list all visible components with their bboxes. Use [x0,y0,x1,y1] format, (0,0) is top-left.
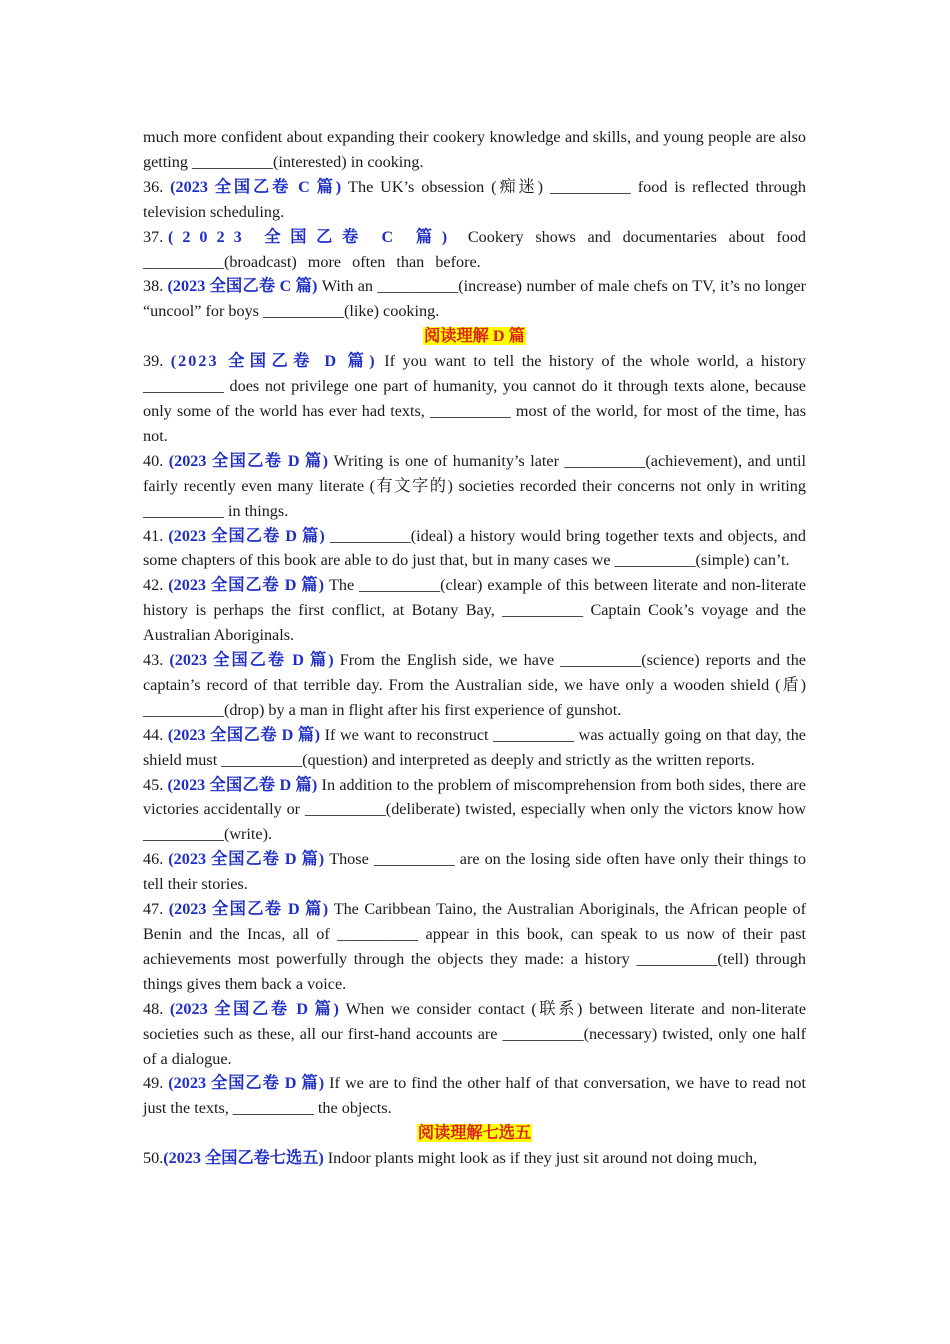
question-source: (2023 全国乙卷 C 篇) [167,277,318,296]
question-source: (2023 全国乙卷 D 篇) [167,725,321,744]
question-source: (2023 全国乙卷 D 篇) [169,651,334,670]
question-text: Cookery shows and documentaries about food __________(broadcast) more often than before. [143,227,807,271]
question-number: 47. [143,900,169,919]
question-source: (2023 全国乙卷 D 篇) [168,1074,325,1093]
question-text: The UK’s obsession (痴迷) __________ food is reflected through television scheduling. [143,177,806,221]
question-49 [143,1071,806,1121]
question-source: (2023 全国乙卷七选五) [163,1149,324,1168]
question-source: (2023 全国乙卷 C 篇) [170,177,342,196]
question-text: Indoor plants might look as if they just sit around not doing much, [323,1149,758,1168]
question-number: 43. [143,651,170,670]
section-c-items [143,175,806,324]
question-number: 44. [143,725,168,744]
question-number: 40. [143,451,169,470]
question-text: From the English side, we have __________(science) reports and the captain’s record of that terrible day. From the Australian side, we have only a wooden shield (盾) __________(drop) by a man in flight after his first experience of gunshot. [143,651,806,719]
section-d-items [143,349,806,1121]
question-38 [143,274,806,324]
question-47 [143,897,806,997]
question-number: 50. [143,1149,164,1168]
question-36 [143,175,806,225]
section-heading-seven [143,1121,806,1146]
question-39 [143,349,806,449]
question-text: Writing is one of humanity’s later __________(achievement), and until fairly recently even many literate (有文字的) societies recorded their concerns not only in writing __________ in things. [143,451,806,520]
question-source: (2023 全国乙卷 C 篇) [167,227,457,246]
question-41 [143,524,806,574]
question-50 [143,1146,806,1171]
intro-paragraph: much more confident about expanding their cookery knowledge and skills, and young people are also getting __________(interested) in cooking. [143,128,806,171]
heading-label: 阅读理解 D 篇 [424,327,525,346]
question-number: 48. [143,999,170,1018]
question-number: 41. [143,526,169,545]
question-source: (2023 全国乙卷 D 篇) [170,352,377,371]
question-43 [143,648,806,723]
question-text: In addition to the problem of miscomprehension from both sides, there are victories accidentally or __________(deliberate) twisted, especially when only the victors know how __________(write). [143,775,806,844]
question-number: 38. [143,277,168,296]
heading-label: 阅读理解七选五 [417,1124,532,1143]
question-number: 49. [143,1074,169,1093]
question-source: (2023 全国乙卷 D 篇) [168,850,325,869]
question-48 [143,997,806,1072]
question-42 [143,573,806,648]
question-number: 37. [143,227,168,246]
question-text: With an __________(increase) number of male chefs on TV, it’s no longer “uncool” for boys __________(like) cooking. [143,277,806,321]
question-46 [143,847,806,897]
question-44 [143,723,806,773]
question-number: 45. [143,775,168,794]
question-text: The Caribbean Taino, the Australian Aboriginals, the African people of Benin and the Incas, all of __________ appear in this book, can speak to us now of their past achievements most powerfully through the objects they made: a history __________(tell) through things gives them back a voice. [143,900,806,993]
question-text: If you want to tell the history of the whole world, a history __________ does not privilege one part of humanity, you cannot do it through texts alone, because only some of the world has ever had texts, __________ most of the world, for most of the time, has not. [143,352,806,445]
question-source: (2023 全国乙卷 D 篇) [168,526,325,545]
question-number: 42. [143,576,169,595]
document-page [143,125,806,1171]
question-source: (2023 全国乙卷 D 篇) [167,775,318,794]
question-number: 46. [143,850,169,869]
question-source: (2023 全国乙卷 D 篇) [168,900,329,919]
question-text: Those __________ are on the losing side often have only their things to tell their stories. [143,850,806,894]
question-source: (2023 全国乙卷 D 篇) [168,576,324,595]
question-text: The __________(clear) example of this between literate and non-literate history is perhaps the first conflict, at Botany Bay, __________ Captain Cook’s voyage and the Australian Aboriginals. [143,576,807,645]
question-source: (2023 全国乙卷 D 篇) [168,451,329,470]
question-number: 36. [143,177,171,196]
question-text: If we are to find the other half of that conversation, we have to read not just the texts, __________ the objects. [143,1074,806,1118]
question-45 [143,773,806,848]
question-text: If we want to reconstruct __________ was actually going on that day, the shield must __________(question) and interpreted as deeply and strictly as the written reports. [143,725,806,769]
section-heading-d [143,324,806,349]
question-37 [143,225,806,275]
question-number: 39. [143,352,171,371]
question-40 [143,449,806,524]
question-text: __________(ideal) a history would bring together texts and objects, and some chapters of this book are able to do just that, but in many cases we __________(simple) can’t. [143,526,806,570]
question-source: (2023 全国乙卷 D 篇) [169,999,339,1018]
question-text: When we consider contact (联系) between literate and non-literate societies such as these, all our first-hand accounts are __________(necessary) twisted, only one half of a dialogue. [143,999,806,1068]
